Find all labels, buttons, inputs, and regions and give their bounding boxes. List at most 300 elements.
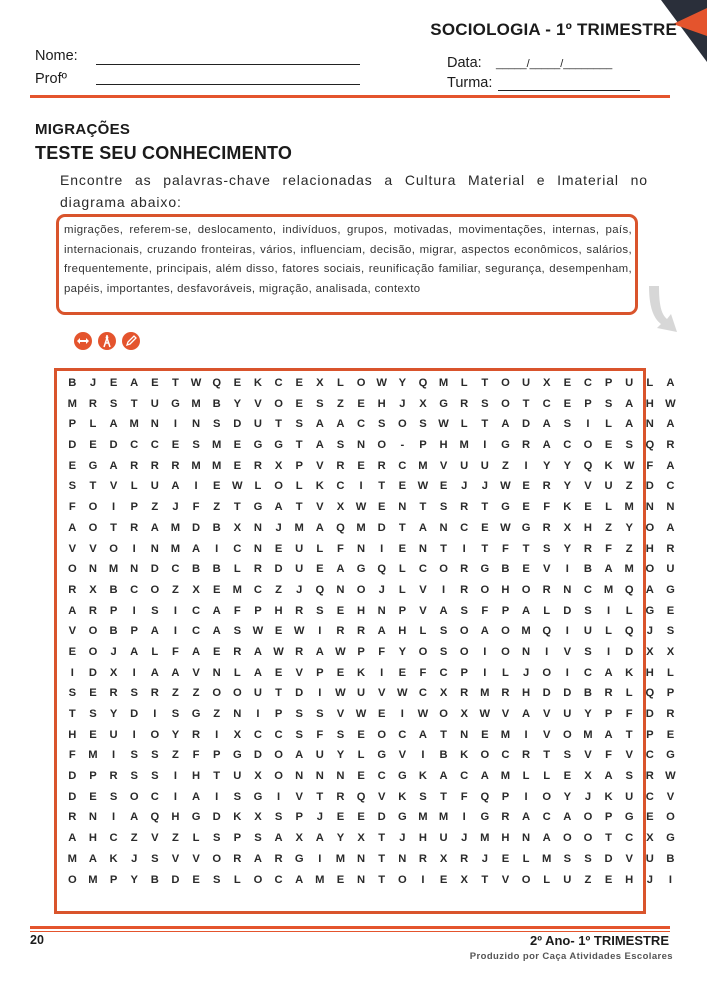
grid-cell[interactable]: E (89, 790, 97, 803)
grid-cell[interactable]: W (376, 377, 387, 389)
grid-cell[interactable]: G (397, 770, 407, 783)
grid-cell[interactable]: M (212, 459, 222, 472)
grid-cell[interactable]: E (109, 377, 118, 389)
grid-cell[interactable]: G (377, 749, 387, 762)
grid-cell[interactable]: S (192, 439, 200, 452)
grid-cell[interactable]: E (89, 687, 97, 700)
grid-cell[interactable]: P (501, 790, 510, 803)
grid-cell[interactable]: I (483, 439, 487, 452)
grid-cell[interactable]: L (151, 645, 159, 658)
grid-cell[interactable]: E (563, 377, 572, 389)
grid-cell[interactable]: L (460, 418, 468, 431)
grid-cell[interactable]: R (68, 811, 77, 824)
grid-cell[interactable]: V (316, 501, 324, 514)
grid-cell[interactable]: N (88, 811, 97, 824)
grid-cell[interactable]: J (172, 501, 179, 514)
grid-cell[interactable]: K (418, 770, 427, 783)
grid-cell[interactable]: B (212, 397, 221, 410)
grid-cell[interactable]: D (645, 480, 654, 493)
grid-cell[interactable]: R (460, 583, 469, 596)
grid-cell[interactable]: V (295, 666, 303, 679)
grid-cell[interactable]: K (233, 811, 242, 824)
word-search-grid[interactable] (62, 373, 676, 911)
grid-cell[interactable]: M (67, 397, 77, 410)
grid-cell[interactable]: Z (130, 832, 138, 845)
grid-cell[interactable]: Q (377, 563, 387, 576)
grid-cell[interactable]: U (295, 563, 304, 576)
grid-cell[interactable]: S (316, 604, 324, 617)
grid-cell[interactable]: H (171, 811, 180, 824)
grid-cell[interactable]: S (625, 770, 633, 783)
grid-cell[interactable]: O (583, 439, 593, 452)
grid-cell[interactable]: V (501, 873, 510, 886)
grid-cell[interactable]: O (562, 728, 572, 741)
grid-cell[interactable]: F (481, 604, 489, 617)
grid-cell[interactable]: M (88, 873, 98, 886)
grid-cell[interactable]: G (88, 459, 98, 472)
grid-cell[interactable]: S (274, 811, 283, 824)
grid-cell[interactable]: K (315, 480, 324, 493)
grid-cell[interactable]: T (130, 397, 138, 410)
grid-cell[interactable]: O (501, 397, 510, 410)
grid-cell[interactable]: Q (645, 439, 655, 452)
grid-cell[interactable]: V (295, 790, 303, 803)
grid-cell[interactable]: I (215, 728, 219, 741)
grid-cell[interactable]: W (335, 645, 346, 658)
grid-cell[interactable]: H (377, 397, 386, 410)
grid-cell[interactable]: C (253, 728, 262, 741)
grid-cell[interactable]: Z (502, 459, 509, 472)
grid-cell[interactable]: A (418, 521, 427, 534)
grid-cell[interactable]: G (501, 439, 510, 452)
grid-cell[interactable]: S (439, 645, 448, 658)
grid-cell[interactable]: M (583, 728, 593, 741)
grid-cell[interactable]: P (666, 687, 675, 700)
grid-cell[interactable]: I (318, 687, 322, 700)
grid-cell[interactable]: H (192, 770, 201, 783)
grid-cell[interactable]: O (150, 583, 160, 596)
grid-cell[interactable]: T (522, 542, 530, 555)
grid-cell[interactable]: L (646, 377, 654, 389)
grid-cell[interactable]: F (68, 749, 76, 762)
grid-cell[interactable]: A (109, 459, 118, 472)
grid-cell[interactable]: F (192, 501, 200, 514)
grid-cell[interactable]: W (417, 708, 429, 720)
grid-cell[interactable]: T (275, 687, 282, 700)
grid-cell[interactable]: E (295, 397, 303, 410)
grid-cell[interactable]: Q (150, 811, 160, 824)
grid-cell[interactable]: A (315, 645, 324, 658)
grid-cell[interactable]: I (318, 852, 322, 865)
grid-cell[interactable]: C (460, 521, 469, 534)
grid-cell[interactable]: I (132, 604, 136, 617)
grid-cell[interactable]: A (522, 811, 531, 824)
grid-cell[interactable]: R (171, 459, 180, 472)
grid-cell[interactable]: R (130, 459, 139, 472)
grid-cell[interactable]: B (212, 563, 221, 576)
grid-cell[interactable]: V (584, 480, 592, 493)
grid-cell[interactable]: T (481, 873, 489, 886)
grid-cell[interactable]: Y (171, 728, 180, 741)
grid-cell[interactable]: P (646, 728, 654, 741)
grid-cell[interactable]: M (335, 852, 346, 865)
grid-cell[interactable]: Q (583, 459, 593, 472)
grid-cell[interactable]: E (604, 439, 613, 452)
grid-cell[interactable]: A (336, 563, 345, 576)
grid-cell[interactable]: U (666, 563, 675, 576)
grid-cell[interactable]: Y (563, 790, 572, 803)
grid-cell[interactable]: J (275, 521, 282, 534)
grid-cell[interactable]: Y (563, 542, 572, 555)
grid-cell[interactable]: A (253, 852, 262, 865)
grid-cell[interactable]: P (130, 501, 138, 514)
grid-cell[interactable]: A (604, 563, 613, 576)
grid-cell[interactable]: D (212, 811, 221, 824)
grid-cell[interactable]: D (295, 687, 304, 700)
grid-cell[interactable]: M (624, 501, 634, 514)
grid-cell[interactable]: N (336, 770, 345, 783)
grid-cell[interactable]: F (646, 459, 654, 472)
grid-cell[interactable]: W (438, 418, 449, 431)
grid-cell[interactable]: S (481, 397, 489, 410)
grid-cell[interactable]: V (192, 666, 200, 679)
grid-cell[interactable]: S (542, 542, 551, 555)
grid-cell[interactable]: A (274, 832, 283, 845)
grid-cell[interactable]: G (501, 501, 510, 514)
grid-cell[interactable]: R (109, 770, 118, 783)
grid-cell[interactable]: A (439, 770, 448, 783)
grid-cell[interactable]: Z (151, 501, 159, 514)
grid-cell[interactable]: I (668, 873, 672, 886)
grid-cell[interactable]: E (563, 397, 572, 410)
grid-cell[interactable]: P (460, 666, 468, 679)
grid-cell[interactable]: X (419, 397, 427, 410)
grid-cell[interactable]: R (68, 583, 77, 596)
grid-cell[interactable]: I (173, 625, 177, 638)
grid-cell[interactable]: E (398, 542, 407, 555)
grid-cell[interactable]: T (625, 728, 633, 741)
grid-cell[interactable]: V (542, 708, 551, 720)
grid-cell[interactable]: O (439, 708, 448, 720)
grid-cell[interactable]: E (336, 811, 345, 824)
grid-cell[interactable]: R (88, 397, 97, 410)
grid-cell[interactable]: R (357, 625, 366, 638)
grid-cell[interactable]: V (68, 542, 77, 555)
grid-cell[interactable]: O (88, 625, 98, 638)
grid-cell[interactable]: V (625, 749, 633, 762)
grid-cell[interactable]: L (605, 501, 612, 514)
date-field[interactable]: _____/_____/________ (496, 58, 613, 70)
grid-cell[interactable]: I (173, 790, 177, 803)
grid-cell[interactable]: Z (337, 397, 344, 410)
grid-cell[interactable]: M (212, 439, 222, 452)
grid-cell[interactable]: A (150, 625, 159, 638)
grid-cell[interactable]: Z (625, 542, 633, 555)
grid-cell[interactable]: D (542, 687, 551, 700)
grid-cell[interactable]: W (190, 377, 202, 389)
grid-cell[interactable]: S (151, 852, 159, 865)
grid-cell[interactable]: M (356, 521, 366, 534)
grid-cell[interactable]: K (357, 666, 366, 679)
grid-cell[interactable]: M (542, 852, 552, 865)
grid-cell[interactable]: W (335, 687, 346, 700)
grid-cell[interactable]: N (357, 852, 366, 865)
grid-cell[interactable]: P (109, 604, 118, 617)
grid-cell[interactable]: F (68, 501, 76, 514)
grid-cell[interactable]: G (253, 501, 263, 514)
grid-cell[interactable]: A (542, 439, 551, 452)
grid-cell[interactable]: H (274, 604, 283, 617)
grid-cell[interactable]: L (625, 687, 633, 700)
grid-cell[interactable]: I (524, 790, 528, 803)
grid-cell[interactable]: C (418, 687, 427, 700)
grid-cell[interactable]: I (400, 708, 404, 720)
grid-cell[interactable]: S (604, 397, 613, 410)
grid-cell[interactable]: S (212, 832, 221, 845)
grid-cell[interactable]: A (68, 604, 77, 617)
grid-cell[interactable]: J (296, 583, 303, 596)
grid-cell[interactable]: G (397, 811, 407, 824)
grid-cell[interactable]: N (460, 728, 469, 741)
grid-cell[interactable]: B (192, 563, 201, 576)
grid-cell[interactable]: H (398, 625, 407, 638)
grid-cell[interactable]: U (439, 832, 448, 845)
grid-cell[interactable]: C (666, 480, 675, 493)
grid-cell[interactable]: L (502, 666, 509, 679)
grid-cell[interactable]: N (357, 542, 366, 555)
grid-cell[interactable]: I (442, 583, 446, 596)
grid-cell[interactable]: S (151, 604, 159, 617)
grid-cell[interactable]: Q (212, 377, 222, 389)
grid-cell[interactable]: N (253, 542, 262, 555)
grid-cell[interactable]: S (563, 852, 572, 865)
grid-cell[interactable]: X (295, 832, 303, 845)
grid-cell[interactable]: H (501, 583, 510, 596)
grid-cell[interactable]: R (501, 811, 510, 824)
grid-cell[interactable]: O (212, 687, 222, 700)
grid-cell[interactable]: E (481, 521, 489, 534)
grid-cell[interactable]: G (274, 439, 283, 452)
grid-cell[interactable]: F (233, 604, 241, 617)
grid-cell[interactable]: P (604, 811, 613, 824)
grid-cell[interactable]: X (542, 377, 551, 389)
grid-cell[interactable]: P (274, 708, 283, 720)
grid-cell[interactable]: R (583, 542, 592, 555)
grid-cell[interactable]: A (192, 542, 201, 555)
grid-cell[interactable]: W (232, 480, 243, 493)
grid-cell[interactable]: M (521, 625, 531, 638)
grid-cell[interactable]: L (460, 377, 468, 389)
grid-cell[interactable]: X (233, 728, 242, 741)
grid-cell[interactable]: P (130, 625, 138, 638)
grid-cell[interactable]: S (68, 480, 77, 493)
grid-cell[interactable]: L (605, 625, 612, 638)
grid-cell[interactable]: Z (605, 521, 612, 534)
grid-cell[interactable]: C (233, 542, 242, 555)
grid-cell[interactable]: W (500, 521, 511, 534)
grid-cell[interactable]: N (377, 604, 386, 617)
grid-cell[interactable]: A (68, 521, 77, 534)
grid-cell[interactable]: J (461, 480, 468, 493)
grid-cell[interactable]: G (191, 708, 201, 720)
grid-cell[interactable]: R (460, 501, 469, 514)
grid-cell[interactable]: R (336, 459, 345, 472)
grid-cell[interactable]: X (316, 377, 324, 389)
grid-cell[interactable]: N (522, 832, 531, 845)
grid-cell[interactable]: U (109, 728, 118, 741)
grid-cell[interactable]: N (398, 501, 407, 514)
grid-cell[interactable]: E (336, 604, 345, 617)
grid-cell[interactable]: R (542, 583, 551, 596)
grid-cell[interactable]: N (522, 645, 531, 658)
grid-cell[interactable]: A (563, 811, 572, 824)
grid-cell[interactable]: D (522, 418, 531, 431)
grid-cell[interactable]: N (439, 521, 448, 534)
grid-cell[interactable]: D (253, 749, 262, 762)
grid-cell[interactable]: K (460, 749, 469, 762)
grid-cell[interactable]: O (562, 832, 572, 845)
grid-cell[interactable]: H (357, 604, 366, 617)
grid-cell[interactable]: E (212, 480, 221, 493)
grid-cell[interactable]: L (543, 770, 551, 783)
grid-cell[interactable]: A (377, 625, 386, 638)
grid-cell[interactable]: J (481, 480, 488, 493)
grid-cell[interactable]: J (646, 625, 653, 638)
grid-cell[interactable]: R (501, 687, 510, 700)
grid-cell[interactable]: O (109, 542, 118, 555)
grid-cell[interactable]: E (398, 480, 407, 493)
grid-cell[interactable]: S (130, 687, 138, 700)
grid-cell[interactable]: S (316, 708, 324, 720)
grid-cell[interactable]: B (109, 583, 118, 596)
grid-cell[interactable]: T (440, 542, 447, 555)
grid-cell[interactable]: U (563, 873, 572, 886)
grid-cell[interactable]: R (542, 480, 551, 493)
grid-cell[interactable]: A (315, 832, 324, 845)
grid-cell[interactable]: R (233, 645, 242, 658)
grid-cell[interactable]: C (274, 377, 283, 389)
grid-cell[interactable]: M (480, 687, 490, 700)
grid-cell[interactable]: S (130, 749, 138, 762)
grid-cell[interactable]: X (109, 666, 118, 679)
grid-cell[interactable]: A (418, 728, 427, 741)
grid-cell[interactable]: W (665, 770, 676, 783)
grid-cell[interactable]: Z (584, 873, 592, 886)
grid-cell[interactable]: T (233, 501, 241, 514)
grid-cell[interactable]: U (253, 418, 262, 431)
grid-cell[interactable]: C (645, 790, 654, 803)
grid-cell[interactable]: S (130, 770, 138, 783)
pencil-icon[interactable] (122, 332, 140, 350)
grid-cell[interactable]: A (480, 625, 489, 638)
grid-cell[interactable]: C (418, 563, 427, 576)
grid-cell[interactable]: A (625, 397, 634, 410)
grid-cell[interactable]: L (398, 563, 406, 576)
grid-cell[interactable]: C (542, 397, 551, 410)
grid-cell[interactable]: X (89, 583, 97, 596)
grid-cell[interactable]: G (480, 811, 490, 824)
grid-cell[interactable]: A (68, 832, 77, 845)
grid-cell[interactable]: O (274, 749, 283, 762)
grid-cell[interactable]: X (336, 501, 345, 514)
grid-cell[interactable]: A (109, 418, 118, 431)
grid-cell[interactable]: K (253, 377, 262, 389)
grid-cell[interactable]: R (130, 521, 139, 534)
grid-cell[interactable]: O (501, 377, 510, 389)
grid-cell[interactable]: V (563, 645, 572, 658)
grid-cell[interactable]: E (274, 542, 283, 555)
grid-cell[interactable]: O (645, 563, 655, 576)
grid-cell[interactable]: R (233, 852, 242, 865)
grid-cell[interactable]: O (542, 790, 552, 803)
grid-cell[interactable]: A (542, 418, 551, 431)
grid-cell[interactable]: F (460, 790, 468, 803)
grid-cell[interactable]: L (357, 749, 365, 762)
grid-cell[interactable]: O (521, 873, 531, 886)
grid-cell[interactable]: T (419, 501, 427, 514)
grid-cell[interactable]: V (151, 832, 159, 845)
grid-cell[interactable]: K (625, 666, 634, 679)
grid-cell[interactable]: D (171, 873, 180, 886)
grid-cell[interactable]: O (67, 563, 77, 576)
grid-cell[interactable]: I (483, 645, 487, 658)
grid-cell[interactable]: E (377, 501, 386, 514)
grid-cell[interactable]: R (377, 459, 386, 472)
grid-cell[interactable]: M (191, 459, 201, 472)
grid-cell[interactable]: L (254, 480, 262, 493)
grid-cell[interactable]: X (192, 583, 200, 596)
grid-cell[interactable]: X (666, 645, 675, 658)
grid-cell[interactable]: R (522, 749, 531, 762)
grid-cell[interactable]: A (171, 480, 180, 493)
grid-cell[interactable]: S (419, 790, 427, 803)
grid-cell[interactable]: - (400, 439, 405, 452)
grid-cell[interactable]: A (130, 377, 139, 389)
grid-cell[interactable]: E (192, 873, 200, 886)
grid-cell[interactable]: J (584, 790, 592, 803)
grid-cell[interactable]: M (88, 749, 98, 762)
grid-cell[interactable]: Z (172, 749, 179, 762)
grid-cell[interactable]: C (274, 728, 283, 741)
grid-cell[interactable]: C (130, 583, 139, 596)
grid-cell[interactable]: T (213, 770, 221, 783)
grid-cell[interactable]: L (89, 418, 97, 431)
grid-cell[interactable]: P (109, 873, 118, 886)
grid-cell[interactable]: A (315, 439, 324, 452)
grid-cell[interactable]: G (253, 790, 263, 803)
grid-cell[interactable]: I (70, 666, 74, 679)
prof-field[interactable] (96, 84, 360, 85)
grid-cell[interactable]: N (253, 521, 262, 534)
grid-cell[interactable]: I (483, 666, 487, 679)
grid-cell[interactable]: U (295, 542, 304, 555)
grid-cell[interactable]: N (563, 583, 572, 596)
grid-cell[interactable]: J (399, 397, 406, 410)
grid-cell[interactable]: M (67, 852, 77, 865)
grid-cell[interactable]: X (646, 832, 654, 845)
grid-cell[interactable]: E (357, 397, 365, 410)
grid-cell[interactable]: O (150, 728, 160, 741)
grid-cell[interactable]: T (481, 542, 489, 555)
grid-cell[interactable]: S (151, 770, 159, 783)
grid-cell[interactable]: T (481, 501, 489, 514)
grid-cell[interactable]: G (666, 832, 675, 845)
grid-cell[interactable]: M (624, 563, 634, 576)
grid-cell[interactable]: T (68, 708, 76, 720)
grid-cell[interactable]: B (109, 625, 118, 638)
grid-cell[interactable]: M (500, 770, 511, 783)
grid-cell[interactable]: L (337, 377, 344, 389)
